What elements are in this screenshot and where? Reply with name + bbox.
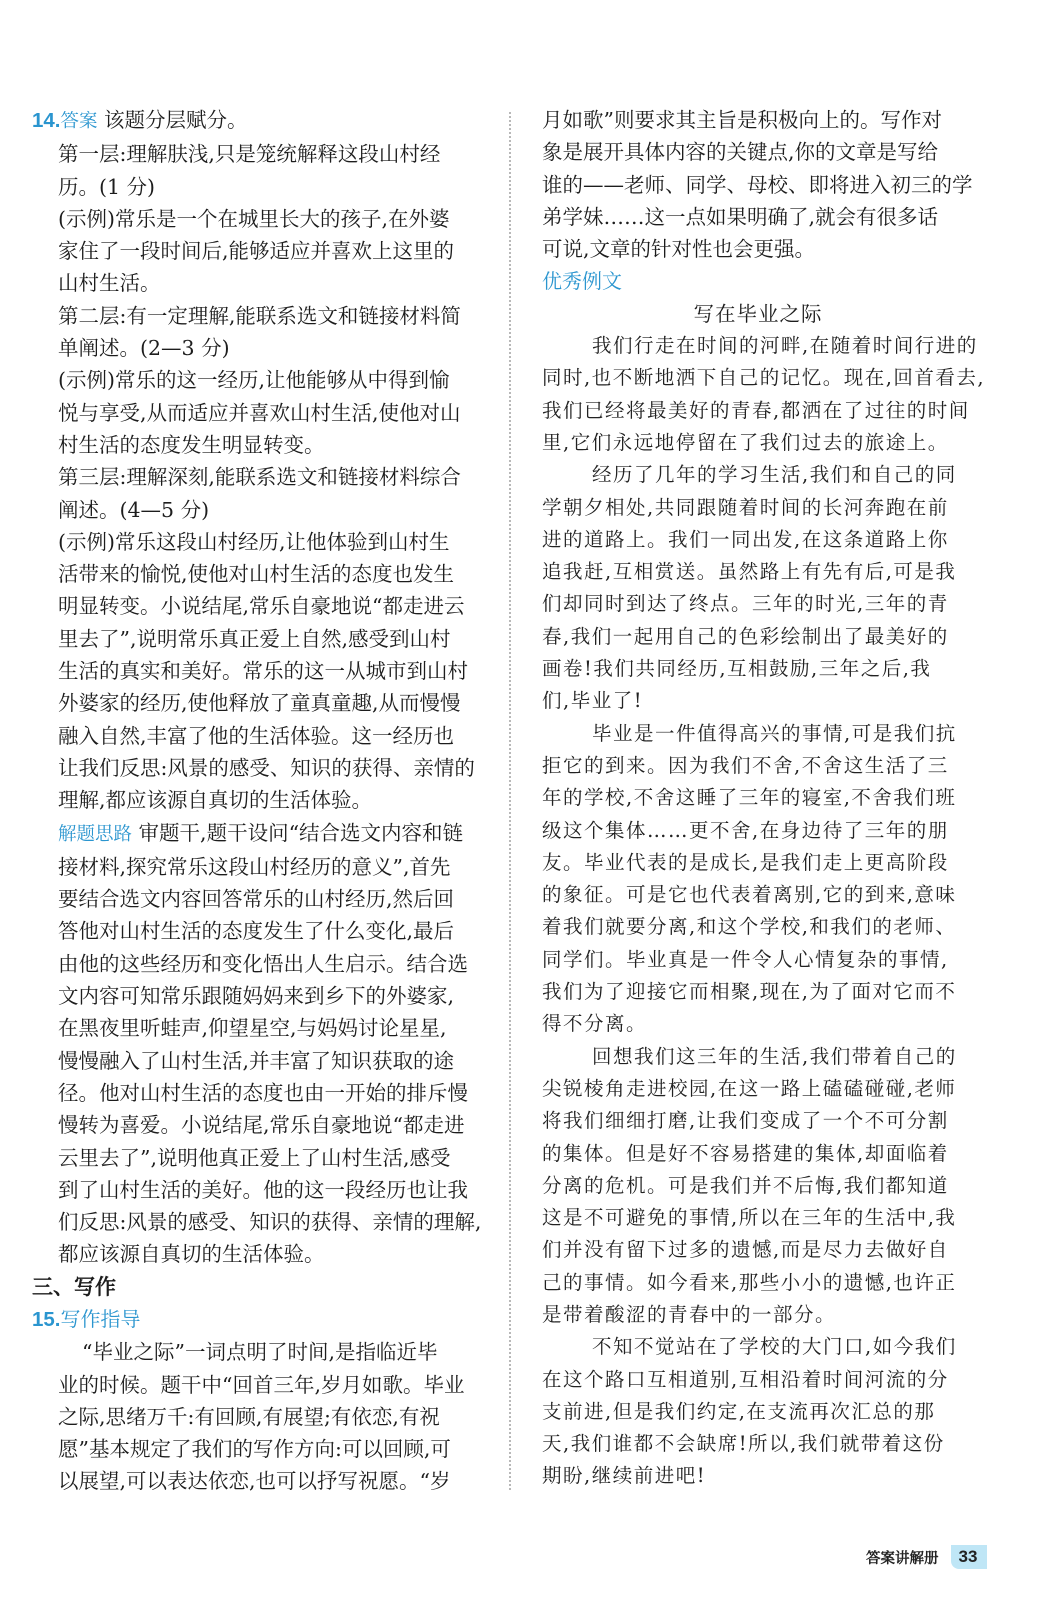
text-line: 到了山村生活的美好。他的这一段经历也让我 <box>58 1177 468 1202</box>
page-number: 33 <box>951 1545 988 1569</box>
text-line: 村生活的态度发生明显转变。 <box>58 432 325 457</box>
section-heading: 三、写作 <box>32 1274 116 1299</box>
left-column <box>32 104 494 1498</box>
text-line: 学朝夕相处,共同跟随着时间的长河奔跑在前 <box>542 495 949 519</box>
text-line: 们却同时到达了终点。三年的时光,三年的青 <box>542 592 949 616</box>
essay-body <box>542 330 986 1493</box>
text-line: 在这个路口互相道别,互相沿着时间河流的分 <box>542 1367 949 1391</box>
text-line: 让我们反思:风景的感受、知识的获得、亲情的 <box>58 755 475 780</box>
question-15-header <box>32 1303 494 1336</box>
text-line: (示例)常乐的这一经历,让他能够从中得到愉 <box>58 368 450 393</box>
text-line: 画卷!我们共同经历,互相鼓励,三年之后,我 <box>542 657 932 681</box>
text-line: 里,它们永远地停留在了我们过去的旅途上。 <box>542 430 949 454</box>
text-line: 之际,思绪万千:有回顾,有展望;有依恋,有祝 <box>58 1404 440 1429</box>
text-line: 理解,都应该源自真切的生活体验。 <box>58 788 373 813</box>
text-line: 单阐述。(2—3 分) <box>58 336 230 361</box>
text-line: 谁的——老师、同学、母校、即将进入初三的学 <box>542 172 973 197</box>
page-footer <box>866 1540 1028 1574</box>
writing-guide-continued <box>542 104 974 265</box>
text-line: 春,我们一起用自己的色彩绘制出了最美好的 <box>542 624 949 648</box>
text-line: 要结合选文内容回答常乐的山村经历,然后回 <box>58 887 455 912</box>
text-line: 级这个集体……更不舍,在身边待了三年的朋 <box>542 818 949 842</box>
text-line: 己的事情。如今看来,那些小小的遗憾,也许正 <box>542 1270 957 1294</box>
text-line: 融入自然,丰富了他的生活体验。这一经历也 <box>58 723 455 748</box>
text-line: 同学们。毕业真是一件令人心情复杂的事情, <box>542 947 949 971</box>
text-line: 追我赶,互相赏送。虽然路上有先有后,可是我 <box>542 560 957 584</box>
text-line: 第一层:理解肤浅,只是笼统解释这段山村经 <box>58 142 441 167</box>
text-line: 不知不觉站在了学校的大门口,如今我们 <box>592 1335 957 1359</box>
text-line: 外婆家的经历,使他释放了童真童趣,从而慢慢 <box>58 691 461 716</box>
text-line: 可说,文章的针对性也会更强。 <box>542 237 816 262</box>
text-line: 们,毕业了! <box>542 689 644 713</box>
text-line: 云里去了”,说明他真正爱上了山村生活,感受 <box>58 1145 451 1170</box>
essay-paragraph <box>542 330 986 459</box>
text-line: 愿”基本规定了我们的写作方向:可以回顾,可 <box>58 1437 451 1462</box>
text-line: 年的学校,不舍这睡了三年的寝室,不舍我们班 <box>542 786 957 810</box>
analysis-body <box>32 851 494 1271</box>
text-line: 友。毕业代表的是成长,是我们走上更高阶段 <box>542 850 949 874</box>
text-line: 们并没有留下过多的遗憾,而是尽力去做好自 <box>542 1238 949 1262</box>
text-line: 弟学妹……这一点如果明确了,就会有很多话 <box>542 204 939 229</box>
text-line: 的集体。但是好不容易搭建的集体,却面临着 <box>542 1141 949 1165</box>
text-line: 该题分层赋分。 <box>104 108 248 132</box>
text-line: 拒它的到来。因为我们不舍,不舍这生活了三 <box>542 753 949 777</box>
text-line: 在黑夜里听蛙声,仰望星空,与妈妈讨论星星, <box>58 1016 447 1041</box>
text-line: 经历了几年的学习生活,我们和自己的同 <box>592 463 957 487</box>
text-line: 将我们细细打磨,让我们变成了一个不可分割 <box>542 1109 949 1133</box>
right-column <box>542 104 986 1493</box>
text-line: 历。(1 分) <box>58 174 156 199</box>
text-line: 家住了一段时间后,能够适应并喜欢上这里的 <box>58 239 455 264</box>
text-line: (示例)常乐这段山村经历,让他体验到山村生 <box>58 529 450 554</box>
essay-paragraph <box>542 718 974 1041</box>
text-line: 答他对山村生活的态度发生了什么变化,最后 <box>58 919 455 944</box>
text-line: 文内容可知常乐跟随妈妈来到乡下的外婆家, <box>58 984 455 1009</box>
text-line: 的象征。可是它也代表着离别,它的到来,意味 <box>542 883 957 907</box>
writing-guide-body <box>32 1336 494 1497</box>
text-line: (示例)常乐是一个在城里长大的孩子,在外婆 <box>58 206 450 231</box>
text-line: 分离的危机。可是我们并不后悔,我们都知道 <box>542 1173 949 1197</box>
text-line: 第三层:理解深刻,能联系选文和链接材料综合 <box>58 465 461 490</box>
text-line: 生活的真实和美好。常乐的这一从城市到山村 <box>58 659 468 684</box>
text-line: 同时,也不断地洒下自己的记忆。现在,回首看去, <box>542 366 986 390</box>
text-line: 回想我们这三年的生活,我们带着自己的 <box>592 1044 957 1068</box>
question-14-header <box>32 104 494 138</box>
essay-paragraph <box>542 459 974 717</box>
essay-paragraph <box>542 1041 974 1332</box>
analysis-tag: 解题思路 <box>58 823 133 845</box>
essay-title: 写在毕业之际 <box>693 301 823 326</box>
text-line: 慢慢融入了山村生活,并丰富了知识获取的途 <box>58 1048 455 1073</box>
question-number: 14. <box>32 109 61 132</box>
answer-tag: 答案 <box>60 111 98 132</box>
answer-body <box>32 138 494 816</box>
text-line: 第二层:有一定理解,能联系选文和链接材料简 <box>58 303 461 328</box>
text-line: 悦与享受,从而适应并喜欢山村生活,使他对山 <box>58 400 461 425</box>
text-line: 支前进,但是我们约定,在支流再次汇总的那 <box>542 1399 936 1423</box>
text-line: 得不分离。 <box>542 1012 648 1036</box>
column-divider <box>509 112 511 1490</box>
text-line: 都应该源自真切的生活体验。 <box>58 1242 325 1267</box>
text-line: 阐述。(4—5 分) <box>58 497 210 522</box>
text-line: 是带着酸涩的青春中的一部分。 <box>542 1302 837 1326</box>
question-number: 15. <box>32 1307 61 1331</box>
text-line: 我们已经将最美好的青春,都洒在了过往的时间 <box>542 398 970 422</box>
text-line: 以展望,可以表达依恋,也可以抒写祝愿。“岁 <box>58 1469 451 1494</box>
text-line: 慢转为喜爱。小说结尾,常乐自豪地说“都走进 <box>58 1113 465 1138</box>
text-line: 里去了”,说明常乐真正爱上自然,感受到山村 <box>58 626 451 651</box>
analysis-header <box>32 817 494 851</box>
text-line: 月如歌”则要求其主旨是积极向上的。写作对 <box>542 108 942 132</box>
text-line: 这是不可避免的事情,所以在三年的生活中,我 <box>542 1206 957 1230</box>
footer-label: 答案讲解册 <box>866 1550 939 1567</box>
text-line: “毕业之际”一词点明了时间,是指临近毕 <box>82 1340 438 1365</box>
text-line: 象是展开具体内容的关键点,你的文章是写给 <box>542 140 939 165</box>
text-line: 径。他对山村生活的态度也由一开始的排斥慢 <box>58 1080 468 1105</box>
text-line: 接材料,探究常乐这段山村经历的意义”,首先 <box>58 854 451 879</box>
text-line: 明显转变。小说结尾,常乐自豪地说“都走进云 <box>58 594 465 619</box>
text-line: 们反思:风景的感受、知识的获得、亲情的理解, <box>58 1210 482 1235</box>
text-line: 活带来的愉悦,使他对山村生活的态度也发生 <box>58 562 455 587</box>
text-line: 审题干,题干设问“结合选文内容和链 <box>138 820 464 845</box>
text-line: 由他的这些经历和变化悟出人生启示。结合选 <box>58 951 468 976</box>
text-line: 天,我们谁都不会缺席!所以,我们就带着这份 <box>542 1432 945 1456</box>
text-line: 业的时候。题干中“回首三年,岁月如歌。毕业 <box>58 1372 465 1397</box>
text-line: 着我们就要分离,和这个学校,和我们的老师、 <box>542 915 957 939</box>
text-line: 我们为了迎接它而相聚,现在,为了面对它而不 <box>542 980 957 1004</box>
writing-guide-tag: 写作指导 <box>60 1306 141 1331</box>
text-line: 期盼,继续前进吧! <box>542 1464 707 1488</box>
text-line: 我们行走在时间的河畔,在随着时间行进的 <box>592 334 978 358</box>
text-line: 山村生活。 <box>58 271 161 296</box>
text-line: 进的道路上。我们一同出发,在这条道路上你 <box>542 527 949 551</box>
text-line: 毕业是一件值得高兴的事情,可是我们抗 <box>592 721 957 745</box>
example-essay-tag: 优秀例文 <box>542 269 622 294</box>
text-line: 尖锐棱角走进校园,在这一路上磕磕碰碰,老师 <box>542 1076 957 1100</box>
essay-paragraph <box>542 1331 974 1492</box>
